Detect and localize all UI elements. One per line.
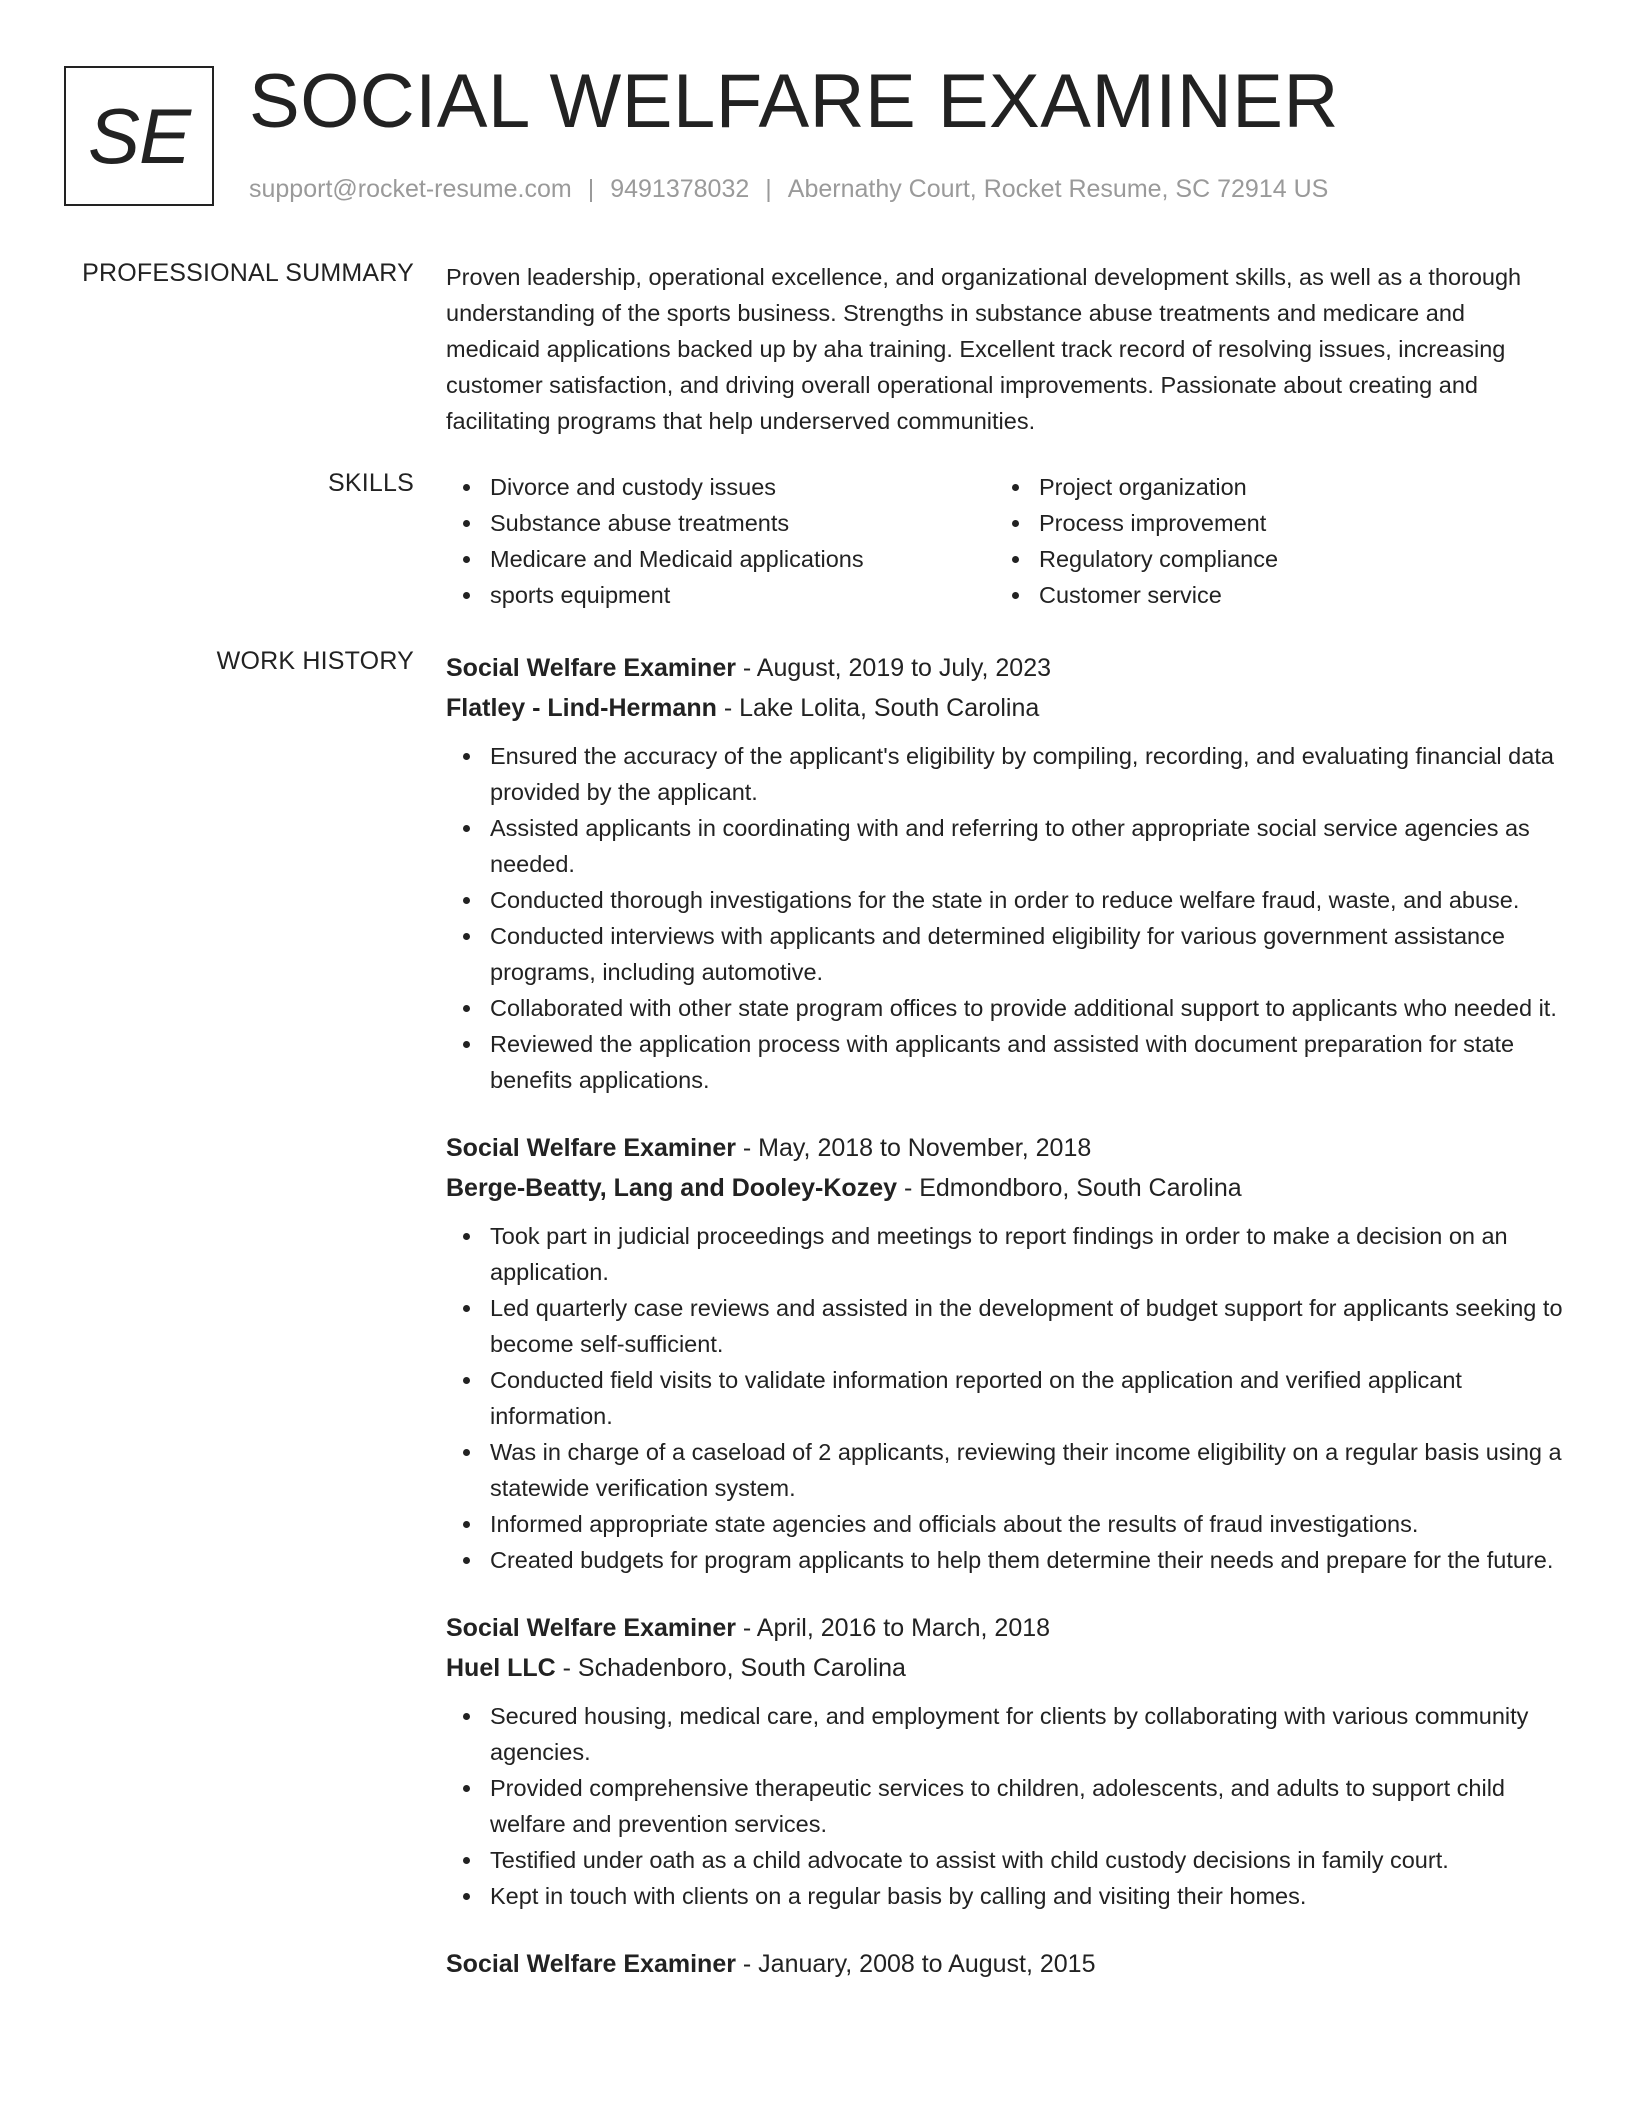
- job-entry: [446, 1128, 1564, 1578]
- skills-list: [446, 469, 1564, 613]
- job-bullet: Provided comprehensive therapeutic services to children, adolescents, and adults to support child welfare and prevention services.: [446, 1770, 1564, 1842]
- job-location: - Schadenboro, South Carolina: [555, 1654, 906, 1682]
- skills-column-left: [446, 469, 995, 613]
- job-bullet: Conducted interviews with applicants and determined eligibility for various government assistance programs, including automotive.: [446, 918, 1564, 990]
- job-bullets: [446, 1218, 1564, 1578]
- section-label-work-history: WORK HISTORY: [216, 647, 414, 675]
- job-title-line: [446, 648, 1564, 688]
- job-location: - Edmondboro, South Carolina: [897, 1174, 1242, 1202]
- job-title: Social Welfare Examiner: [446, 654, 736, 682]
- job-bullet: Conducted field visits to validate information reported on the application and verified applicant information.: [446, 1362, 1564, 1434]
- job-entry: [446, 1608, 1564, 1914]
- job-bullet: Kept in touch with clients on a regular basis by calling and visiting their homes.: [446, 1878, 1564, 1914]
- job-bullet: Assisted applicants in coordinating with and referring to other appropriate social service agencies as needed.: [446, 810, 1564, 882]
- job-company: Flatley - Lind-Hermann: [446, 694, 717, 722]
- skill-item: Project organization: [995, 469, 1544, 505]
- section-label-summary: PROFESSIONAL SUMMARY: [82, 259, 414, 287]
- job-bullet: Took part in judicial proceedings and meetings to report findings in order to make a decision on an application.: [446, 1218, 1564, 1290]
- job-entry: [446, 648, 1564, 1098]
- job-bullet: Ensured the accuracy of the applicant's eligibility by compiling, recording, and evaluating financial data provided by the applicant.: [446, 738, 1564, 810]
- job-title-line: [446, 1608, 1564, 1648]
- page-title: SOCIAL WELFARE EXAMINER: [249, 59, 1339, 144]
- job-entry: [446, 1944, 1564, 1984]
- job-dates: - May, 2018 to November, 2018: [735, 1134, 1092, 1162]
- job-dates: - January, 2008 to August, 2015: [735, 1950, 1096, 1978]
- job-bullet: Reviewed the application process with applicants and assisted with document preparation for state benefits applications.: [446, 1026, 1564, 1098]
- job-bullets: [446, 738, 1564, 1098]
- job-title: Social Welfare Examiner: [446, 1950, 736, 1978]
- job-bullet: Created budgets for program applicants to help them determine their needs and prepare for the future.: [446, 1542, 1564, 1578]
- skill-item: Substance abuse treatments: [446, 505, 995, 541]
- job-bullet: Collaborated with other state program offices to provide additional support to applicants who needed it.: [446, 990, 1564, 1026]
- skill-item: Process improvement: [995, 505, 1544, 541]
- contact-line: [249, 175, 1328, 204]
- monogram-badge: [64, 66, 214, 206]
- job-bullet: Was in charge of a caseload of 2 applicants, reviewing their income eligibility on a regular basis using a statewide verification system.: [446, 1434, 1564, 1506]
- job-bullets: [446, 1698, 1564, 1914]
- contact-separator: |: [765, 175, 772, 203]
- skill-item: Regulatory compliance: [995, 541, 1544, 577]
- contact-email: support@rocket-resume.com: [249, 175, 572, 203]
- job-company-line: [446, 688, 1564, 728]
- job-company-line: [446, 1168, 1564, 1208]
- skills-column-right: [995, 469, 1544, 613]
- job-title: Social Welfare Examiner: [446, 1614, 736, 1642]
- job-dates: - August, 2019 to July, 2023: [735, 654, 1051, 682]
- contact-address: Abernathy Court, Rocket Resume, SC 72914 US: [787, 175, 1329, 203]
- job-bullet: Conducted thorough investigations for the state in order to reduce welfare fraud, waste, and abuse.: [446, 882, 1564, 918]
- job-bullet: Secured housing, medical care, and employment for clients by collaborating with various community agencies.: [446, 1698, 1564, 1770]
- contact-separator: |: [587, 175, 595, 203]
- job-company: Berge-Beatty, Lang and Dooley-Kozey: [446, 1174, 898, 1202]
- job-title-line: [446, 1944, 1564, 1984]
- summary-text: Proven leadership, operational excellence, and organizational development skills, as well as a thorough understanding of the sports business. Strengths in substance abuse treatments and medicare and medicaid applications backed up by aha training. Excellent track record of resolving issues, increasing customer satisfaction, and driving overall operational improvements. Passionate about creating and facilitating programs that help underserved communities.: [446, 264, 1522, 434]
- job-dates: - April, 2016 to March, 2018: [735, 1614, 1051, 1642]
- job-bullet: Led quarterly case reviews and assisted in the development of budget support for applicants seeking to become self-sufficient.: [446, 1290, 1564, 1362]
- work-history: [446, 648, 1564, 2014]
- job-title-line: [446, 1128, 1564, 1168]
- job-location: - Lake Lolita, South Carolina: [716, 694, 1040, 722]
- job-company-line: [446, 1648, 1564, 1688]
- job-title: Social Welfare Examiner: [446, 1134, 736, 1162]
- monogram-initials: SE: [87, 91, 191, 180]
- job-bullet: Testified under oath as a child advocate to assist with child custody decisions in family court.: [446, 1842, 1564, 1878]
- skill-item: Customer service: [995, 577, 1544, 613]
- job-company: Huel LLC: [446, 1654, 556, 1682]
- job-bullet: Informed appropriate state agencies and officials about the results of fraud investigations.: [446, 1506, 1564, 1542]
- contact-phone: 9491378032: [610, 175, 750, 203]
- skill-item: Divorce and custody issues: [446, 469, 995, 505]
- skill-item: sports equipment: [446, 577, 995, 613]
- skill-item: Medicare and Medicaid applications: [446, 541, 995, 577]
- section-label-skills: SKILLS: [328, 469, 414, 497]
